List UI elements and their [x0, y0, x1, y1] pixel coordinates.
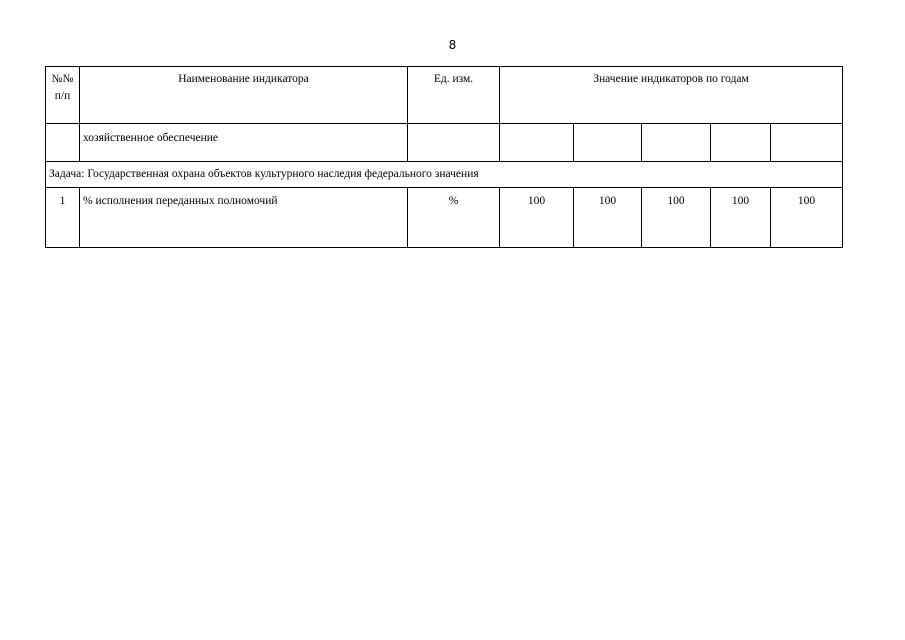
row-number-cell: 1: [46, 188, 80, 248]
header-number-line2: п/п: [54, 89, 71, 102]
task-row: [46, 162, 843, 188]
task-cell: Задача: Государственная охрана объектов культурного наследия федерального значения: [46, 162, 843, 188]
row-value-cell: 100: [500, 188, 574, 248]
row-value-cell: 100: [574, 188, 642, 248]
continuation-value-cell: [574, 124, 642, 162]
continuation-unit-cell: [408, 124, 500, 162]
continuation-row: [46, 124, 843, 162]
table-header-row: [46, 67, 843, 124]
continuation-value-cell: [771, 124, 843, 162]
table-row: [46, 188, 843, 248]
continuation-value-cell: [500, 124, 574, 162]
continuation-value-cell: [711, 124, 771, 162]
row-value-cell: 100: [711, 188, 771, 248]
header-name-cell: Наименование индикатора: [80, 67, 408, 124]
row-value-cell: 100: [771, 188, 843, 248]
page-number: 8: [448, 38, 457, 52]
continuation-number-cell: [46, 124, 80, 162]
header-number-cell: [46, 67, 80, 124]
continuation-name-cell: хозяйственное обеспечение: [80, 124, 408, 162]
header-unit-cell: Ед. изм.: [408, 67, 500, 124]
row-unit-cell: %: [408, 188, 500, 248]
indicators-table: [45, 66, 843, 248]
header-number-line1: №№: [51, 73, 74, 85]
row-name-cell: % исполнения переданных полномочий: [80, 188, 408, 248]
row-value-cell: 100: [642, 188, 711, 248]
continuation-value-cell: [642, 124, 711, 162]
header-values-cell: Значение индикаторов по годам: [500, 67, 843, 124]
